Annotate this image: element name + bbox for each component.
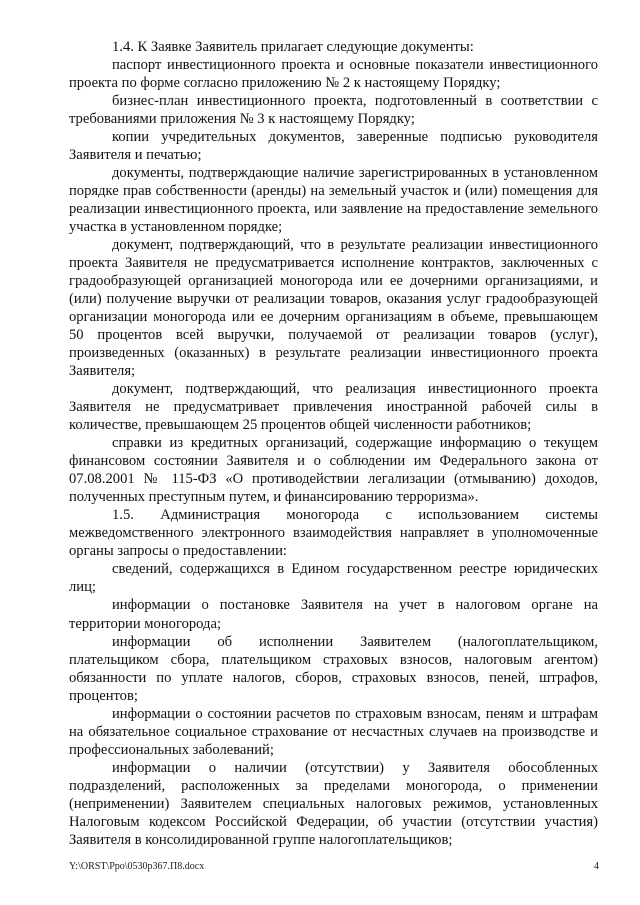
paragraph-1-4-heading: 1.4. К Заявке Заявитель прилагает следующие документы:	[112, 39, 474, 55]
paragraph-tax-registration: информации о постановке Заявителя на учет в налоговом органе на территории моногорода;	[69, 597, 598, 632]
paragraph-property-rights: документы, подтверждающие наличие зарегистрированных в установленном порядке прав собственности (аренды) на земельный участок и (или) помещения для реализации инвестиционного проекта, или заявление на предоставление земельного участка в установленном порядке;	[69, 165, 598, 236]
paragraph-egrul: сведений, содержащихся в Едином государственном реестре юридических лиц;	[69, 561, 598, 596]
footer-file-path: Y:\ORST\Ppo\0530p367.П8.docx	[69, 861, 205, 872]
paragraph-foreign-labor: документ, подтверждающий, что реализация инвестиционного проекта Заявителя не предусматривает привлечения иностранной рабочей силы в количестве, превышающем 25 процентов общей численности работников;	[69, 381, 598, 434]
paragraph-insurance-settlements: информации о состоянии расчетов по страховым взносам, пеням и штрафам на обязательное социальное страхование от несчастных случаев на производстве и профессиональных заболеваний;	[69, 705, 598, 758]
page-number: 4	[594, 861, 599, 872]
paragraph-passport: паспорт инвестиционного проекта и основные показатели инвестиционного проекта по форме согласно приложению № 2 к настоящему Порядку;	[69, 57, 598, 92]
paragraph-business-plan: бизнес-план инвестиционного проекта, подготовленный в соответствии с требованиями приложения № 3 к настоящему Порядку;	[69, 93, 598, 128]
paragraph-founding-documents: копии учредительных документов, заверенные подписью руководителя Заявителя и печатью;	[69, 129, 598, 164]
paragraph-tax-obligations: информации об исполнении Заявителем (налогоплательщиком, плательщиком сбора, плательщиком страховых взносов, налоговым агентом) обязанности по уплате налогов, сборов, страховых взносов, пеней, штрафов, процентов;	[69, 633, 598, 704]
paragraph-bank-certificates: справки из кредитных организаций, содержащие информацию о текущем финансовом состоянии Заявителя и о соблюдении им Федерального закона от 07.08.2001 № 115-ФЗ «О противодействии легализации (отмыванию) доходов, полученных преступным путем, и финансированию терроризма».	[69, 435, 598, 506]
document-body	[69, 38, 598, 849]
paragraph-revenue-document: документ, подтверждающий, что в результате реализации инвестиционного проекта Заявителя не предусматривается исполнение контрактов, заключенных с градообразующей организацией моногорода или ее дочерними организациями, и (или) получение выручки от реализации товаров, оказания услуг градообразующей организации моногорода или ее дочерним организациям в объеме, превышающем 50 процентов всей выручки, получаемой от реализации товаров (услуг), произведенных (оказанных) в результате реализации инвестиционного проекта Заявителя;	[69, 237, 598, 380]
paragraph-1-5-heading: 1.5. Администрация моногорода с использованием системы межведомственного электронного взаимодействия направляет в уполномоченные органы запросы о предоставлении:	[69, 507, 598, 560]
paragraph-subdivisions: информации о наличии (отсутствии) у Заявителя обособленных подразделений, расположенных за пределами моногорода, о применении (неприменении) Заявителем специальных налоговых режимов, установленных Налоговым кодексом Российской Федерации, об участии (отсутствии участия) Заявителя в консолидированной группе налогоплательщиков;	[69, 759, 598, 848]
